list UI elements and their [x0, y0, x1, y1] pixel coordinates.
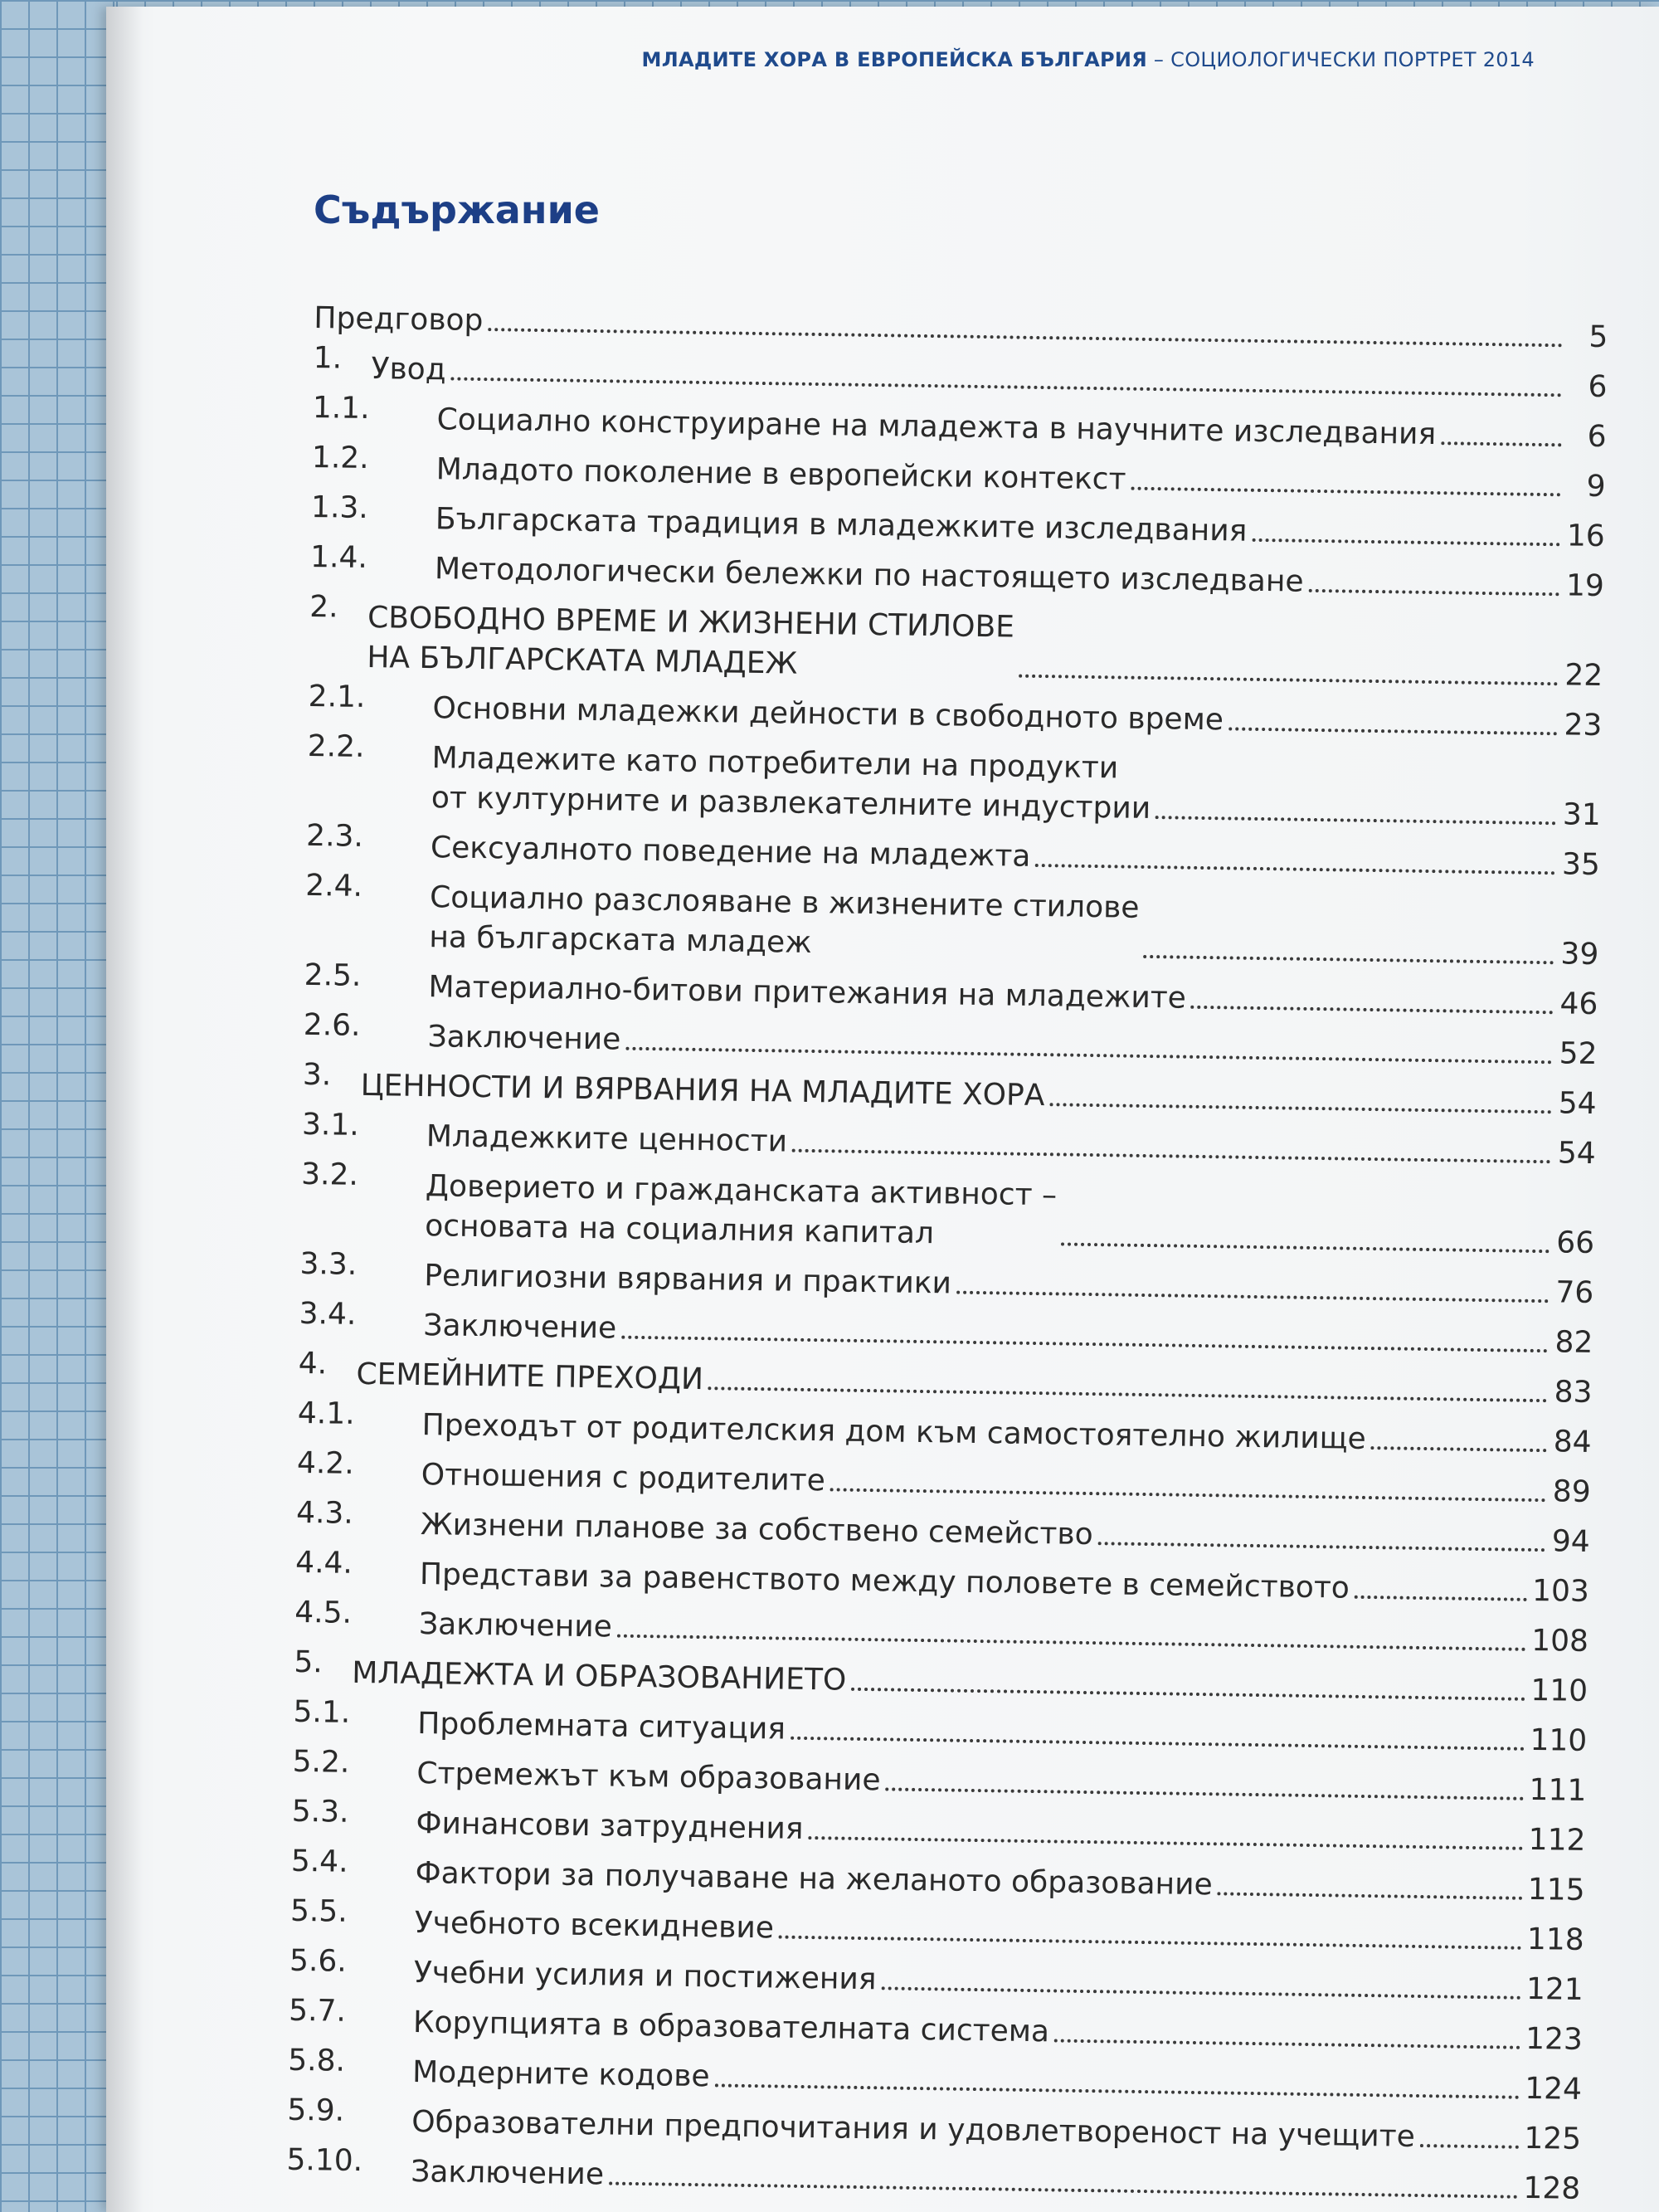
toc-entry-number: 5.6. [289, 1943, 348, 1979]
toc-entry-number: 2.5. [304, 957, 362, 993]
toc-entry-title: Социално разслояване в жизнените стилове на българската младеж [429, 880, 1140, 960]
dot-leader [708, 1386, 1548, 1402]
toc-entry-title: Българската традиция в младежките изследвания [435, 502, 1248, 548]
toc-entry-page: 9 [1586, 469, 1606, 504]
toc-entry-page: 128 [1523, 2171, 1581, 2206]
dot-leader [792, 1149, 1551, 1164]
toc-entry-number: 2.2. [307, 728, 365, 764]
toc-entry-title: СВОБОДНО ВРЕМЕ И ЖИЗНЕНИ СТИЛОВЕ НА БЪЛГАРСКАТА МЛАДЕЖ [367, 600, 1015, 681]
toc-entry-title: Религиозни вярвания и практики [424, 1259, 952, 1301]
toc-entry-page: 23 [1564, 708, 1603, 743]
toc-entry-number: 3.4. [299, 1296, 357, 1332]
toc-entry-number: 4.2. [296, 1445, 355, 1481]
dot-leader [830, 1488, 1546, 1502]
toc-entry-number: 2.1. [308, 679, 366, 714]
toc-entry-title: Модерните кодове [411, 2054, 710, 2094]
dot-leader [1097, 1542, 1545, 1552]
running-header-subtitle: СОЦИОЛОГИЧЕСКИ ПОРТРЕТ 2014 [1170, 48, 1535, 71]
dot-leader [1252, 538, 1559, 547]
toc-entry-number: 1.1. [312, 390, 370, 426]
dot-leader [1131, 487, 1560, 497]
toc-entry-page: 19 [1565, 568, 1605, 604]
toc-entry-title: Преходът от родителския дом към самостоятелно жилище [421, 1408, 1367, 1456]
toc-entry-number: 5.5. [289, 1893, 348, 1929]
dot-leader [779, 1936, 1522, 1950]
toc-entry-page: 66 [1555, 1225, 1595, 1261]
toc-entry-number: 3. [302, 1057, 332, 1093]
toc-entry-title: Учебното всекидневие [414, 1906, 775, 1946]
toc-entry-number: 1.2. [311, 440, 369, 475]
dot-leader [1054, 2039, 1520, 2049]
toc-entry-title: Проблемната ситуация [417, 1707, 786, 1747]
toc-entry-number: 3.2. [300, 1157, 359, 1192]
toc-entry-page: 118 [1526, 1922, 1584, 1957]
dot-leader [1308, 589, 1559, 596]
toc-entry-title-wrap [411, 2152, 1524, 2209]
dot-leader [1420, 2144, 1520, 2149]
dot-leader [617, 1635, 1527, 1651]
dot-leader [881, 1986, 1521, 1999]
toc-entry-title: Материално-битови притежания на младежите [428, 970, 1187, 1016]
book-page [106, 7, 1659, 2212]
toc-entry-page: 39 [1560, 937, 1599, 972]
toc-entry-title: Увод [371, 352, 446, 387]
toc-entry-number: 5.9. [287, 2093, 345, 2128]
toc-entry-title: Образователни предпочитания и удовлетвореност на учещите [411, 2104, 1416, 2154]
toc-entry-page: 54 [1558, 1086, 1597, 1122]
toc-entry-number: 5.4. [290, 1844, 348, 1879]
toc-entry-page: 54 [1557, 1136, 1597, 1172]
toc-entry-title: Социално конструиране на младежта в научните изследвания [436, 402, 1437, 452]
toc-entry-number: 5.1. [293, 1694, 351, 1730]
toc-entry-title: ЦЕННОСТИ И ВЯРВАНИЯ НА МЛАДИТЕ ХОРА [360, 1068, 1045, 1113]
toc-entry-page: 83 [1554, 1375, 1593, 1410]
toc-entry-page: 110 [1530, 1673, 1588, 1708]
dot-leader [621, 1336, 1548, 1353]
toc-entry-number: 2. [309, 589, 338, 625]
toc-entry-number: 3.3. [299, 1246, 358, 1282]
toc-entry-title: Учебни усилия и постижения [413, 1956, 877, 1997]
toc-entry-title: Заключение [427, 1020, 621, 1057]
dot-leader [625, 1047, 1552, 1065]
toc-entry-page: 110 [1530, 1722, 1588, 1758]
dot-leader [1355, 1596, 1527, 1601]
toc-entry-number: 4.1. [297, 1396, 355, 1431]
toc-entry-title: Младежките ценности [426, 1119, 788, 1159]
toc-entry-page: 108 [1530, 1623, 1589, 1659]
toc-entry-number: 1. [313, 340, 343, 376]
dot-leader [1371, 1446, 1547, 1452]
dot-leader [1144, 955, 1554, 964]
dot-leader [1049, 1103, 1551, 1113]
toc-entry-page: 22 [1564, 658, 1603, 694]
dot-leader [791, 1737, 1525, 1751]
toc-entry-title: Сексуалното поведение на младежта [430, 831, 1031, 874]
dot-leader [808, 1836, 1523, 1850]
toc-entry-page: 35 [1561, 847, 1601, 883]
page-title: Съдържание [314, 188, 600, 232]
toc-entry-page: 16 [1566, 519, 1606, 554]
toc-entry-page: 6 [1588, 369, 1608, 405]
toc-entry-number: 4.5. [294, 1595, 353, 1630]
toc-entry-title: Методологически бележки по настоящето изследване [434, 552, 1304, 599]
toc-entry-title: Доверието и гражданската активност – основата на социалния капитал [424, 1169, 1058, 1251]
toc-entry-page: 5 [1588, 319, 1608, 355]
toc-entry-page: 76 [1555, 1275, 1594, 1311]
toc-entry-number: 4.4. [294, 1545, 353, 1581]
toc-entry-page: 84 [1553, 1425, 1592, 1459]
toc-entry-page: 46 [1559, 987, 1598, 1022]
toc-entry-number: 1.3. [310, 490, 369, 525]
toc-entry-title: Младежите като потребители на продукти от културните и развлекателните индустрии [431, 741, 1151, 826]
toc-entry-page: 125 [1524, 2121, 1582, 2156]
toc-entry-title: Основни младежки дейности в свободното време [432, 691, 1224, 738]
dot-leader [851, 1688, 1525, 1701]
toc-entry-number: 2.4. [305, 868, 363, 904]
toc-entry-number: 5.7. [288, 1993, 347, 2029]
toc-entry-title: СЕМЕЙНИТЕ ПРЕХОДИ [356, 1357, 704, 1397]
toc-entry-page: 52 [1559, 1036, 1598, 1072]
toc-entry-page: 112 [1528, 1822, 1586, 1858]
dot-leader [1441, 441, 1561, 446]
toc-entry-number: 5. [294, 1644, 324, 1680]
toc-entry-title: Стремежът към образование [416, 1756, 881, 1798]
dot-leader [714, 2083, 1520, 2098]
toc-entry-title: Жизнени планове за собствено семейство [420, 1508, 1093, 1552]
dot-leader [1061, 1242, 1550, 1253]
toc-entry-number: 5.2. [292, 1744, 350, 1780]
toc-entry-page: 111 [1529, 1772, 1587, 1808]
dot-leader [1155, 816, 1556, 825]
dot-leader [1218, 1892, 1523, 1899]
toc-entry-number: 2.6. [303, 1007, 361, 1043]
spine-shadow [106, 7, 143, 2212]
toc-entry-title: Представи за равенството между половете в семейството [419, 1557, 1350, 1605]
toc-entry-page: 94 [1551, 1524, 1591, 1559]
toc-entry-number: 5.8. [288, 2043, 346, 2078]
toc-entry-page: 31 [1562, 797, 1602, 833]
running-header [642, 48, 1535, 71]
toc-entry-title: Предговор [314, 300, 484, 339]
toc-entry-number: 2.3. [305, 818, 364, 854]
toc-entry-title: Заключение [411, 2154, 605, 2192]
toc-entry-number: 3.1. [301, 1107, 360, 1143]
dot-leader [956, 1291, 1549, 1303]
toc-entry-page: 6 [1587, 419, 1607, 455]
dot-leader [1019, 675, 1558, 686]
toc-entry-page: 115 [1527, 1872, 1585, 1907]
table-of-contents [286, 289, 1608, 2210]
running-header-series: МЛАДИТЕ ХОРА В ЕВРОПЕЙСКА БЪЛГАРИЯ [641, 48, 1147, 71]
toc-entry-number: 4. [298, 1346, 328, 1381]
toc-entry-page: 89 [1552, 1474, 1591, 1509]
toc-entry-title: Отношения с родителите [421, 1458, 826, 1498]
dot-leader [609, 2182, 1519, 2199]
toc-entry-page: 103 [1531, 1573, 1590, 1609]
dot-leader [1228, 727, 1558, 735]
toc-entry-number: 1.4. [309, 539, 368, 575]
running-header-separator: – [1147, 48, 1171, 71]
toc-entry-page: 82 [1554, 1325, 1593, 1361]
toc-entry-title: МЛАДЕЖТА И ОБРАЗОВАНИЕТО [351, 1655, 847, 1698]
toc-entry-number: 4.3. [295, 1495, 354, 1531]
toc-entry-page: 124 [1524, 2071, 1583, 2107]
toc-entry-number: 5.3. [291, 1794, 349, 1830]
toc-entry-title: Заключение [418, 1607, 613, 1644]
dot-leader [885, 1787, 1524, 1800]
toc-entry-page: 121 [1525, 1971, 1584, 2007]
toc-entry-title: Финансови затруднения [416, 1806, 804, 1846]
toc-entry-title: Фактори за получаване на желаното образование [415, 1856, 1213, 1903]
toc-entry-number: 5.10. [286, 2142, 363, 2179]
toc-entry-title: Заключение [423, 1308, 617, 1346]
background-grid [0, 0, 116, 2212]
dot-leader [1191, 1006, 1554, 1014]
toc-entry-title: Младото поколение в европейски контекст [435, 452, 1126, 497]
toc-entry-page: 123 [1525, 2021, 1584, 2057]
toc-entry-title: Корупцията в образователната система [412, 2005, 1050, 2049]
dot-leader [1035, 864, 1555, 875]
